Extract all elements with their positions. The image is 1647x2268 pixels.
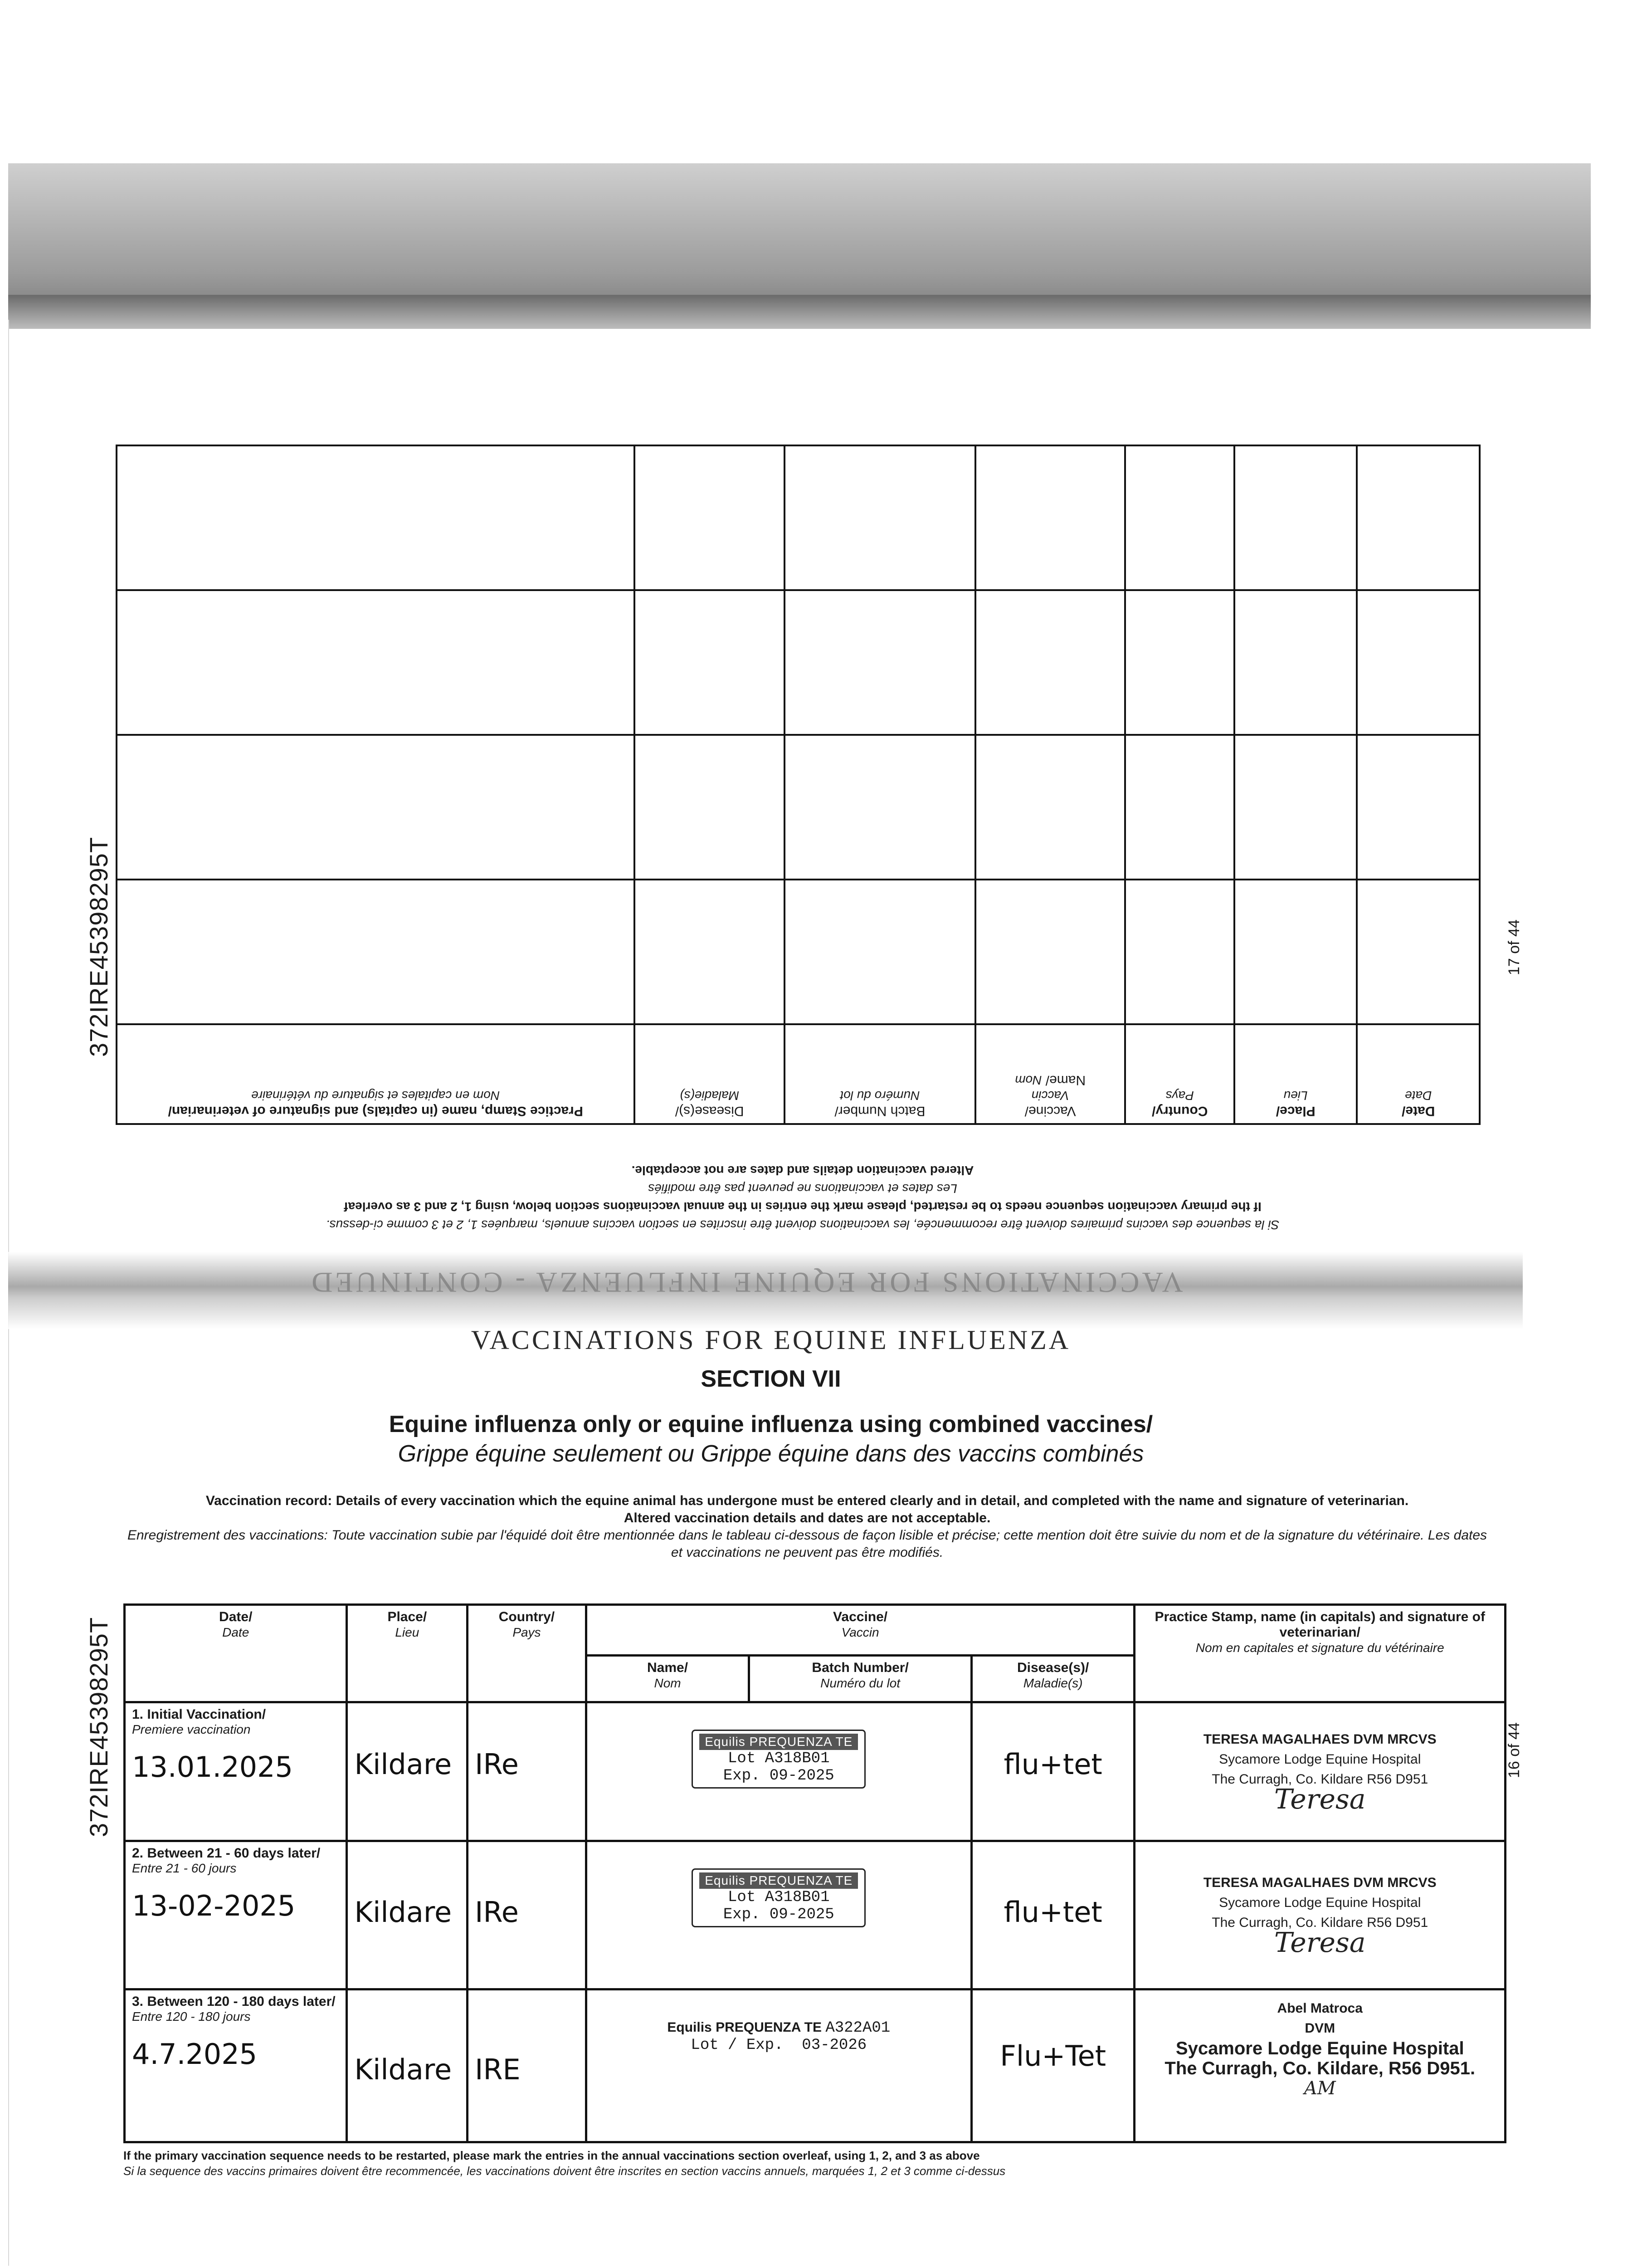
row-3-country: IRE: [475, 2053, 521, 2086]
footer-en: If the primary vaccination sequence needs to be restarted, please mark the entries in the annual vaccinations section overleaf, using 1, 2, and 3 as above: [123, 2149, 980, 2162]
row-1-country-cell: [468, 1702, 586, 1841]
page-number-upper: 17 of 44: [1506, 919, 1523, 975]
row-2-lot: A318B01: [765, 1888, 830, 1906]
vaccination-row-1: [125, 1702, 1506, 1841]
row-3-place-cell: [347, 1989, 468, 2142]
row-2-place-cell: [347, 1841, 468, 1989]
row-1-place-cell: [347, 1702, 468, 1841]
header-country: Country/ Pays: [468, 1605, 586, 1702]
vaccination-table: [123, 1603, 1506, 2143]
header-vaccine: Vaccine/ Vaccin: [586, 1605, 1135, 1656]
record-notice-en-2: Altered vaccination details and dates are not acceptable.: [624, 1510, 991, 1525]
row-1-date-cell: 1. Initial Vaccination/ Premiere vaccination 13.01.2025: [125, 1702, 347, 1841]
upper-header-batch: Batch Number/ Numéro du lot: [785, 1024, 975, 1124]
row-1-vaccine-label: [586, 1702, 971, 1841]
row-1-exp: 09-2025: [769, 1767, 834, 1784]
row-2-vaccine-label: [586, 1841, 971, 1989]
upper-header-date: Date/ Date: [1357, 1024, 1480, 1124]
row-2-country-cell: [468, 1841, 586, 1989]
row-2-disease: flu+tet: [1004, 1895, 1102, 1929]
upper-header-name: Vaccine/ Vaccin Name/ Nom: [975, 1024, 1126, 1124]
upper-header-place: Place/ Lieu: [1234, 1024, 1357, 1124]
page-title: VACCINATIONS FOR EQUINE INFLUENZA: [471, 1325, 1071, 1355]
row-3-practice-stamp: Abel Matroca DVM Sycamore Lodge Equine Hospital The Curragh, Co. Kildare, R56 D951. AM: [1135, 1989, 1506, 2142]
footer-fr: Si la sequence des vaccins primaires doivent être recommencée, les vaccinations doivent être inscrites en section vaccins annuels, marquées 1, 2 et 3 comme ci-dessus: [123, 2164, 1006, 2178]
section-heading: SECTION VII: [701, 1366, 841, 1392]
upper-restart-fr: Si la sequence des vaccins primaires doivent être recommencée, les vaccinations doivent être inscrites en section vaccins annuels, marquées 1, 2 et 3 comme ci-dessus.: [326, 1218, 1280, 1232]
row-3-batch-sticker: Equilis PREQUENZA TE A322A01 Lot / Exp. 03-2026: [661, 2017, 897, 2057]
header-practice-stamp: Practice Stamp, name (in capitals) and signature of veterinarian/ Nom en capitales et signature du vétérinaire: [1135, 1605, 1506, 1702]
row-2-place: Kildare: [354, 1895, 452, 1929]
footer-notes: [123, 2148, 1506, 2179]
row-3-disease: Flu+Tet: [1000, 2039, 1106, 2072]
upper-altered-en: Altered vaccination details and dates are not acceptable.: [631, 1163, 974, 1178]
row-2-practice-stamp: TERESA MAGALHAES DVM MRCVS Sycamore Lodge Equine Hospital The Curragh, Co. Kildare R56 D951 Teresa: [1135, 1841, 1506, 1989]
upper-header-country: Country/ Pays: [1125, 1024, 1234, 1124]
record-notice-en: Vaccination record: Details of every vaccination which the equine animal has undergone must be entered clearly and in detail, and completed with the name and signature of veterinarian.: [205, 1493, 1409, 1508]
row-2-date-cell: 2. Between 21 - 60 days later/ Entre 21 - 60 jours 13-02-2025: [125, 1841, 347, 1989]
row-3-signature: AM: [1304, 2077, 1336, 2099]
row-2-exp: 09-2025: [769, 1906, 834, 1923]
row-1-disease-cell: [971, 1702, 1135, 1841]
row-3-vaccine-brand: Equilis PREQUENZA TE: [667, 2019, 822, 2035]
vaccination-record-notice: [122, 1492, 1492, 1561]
row-3-lot: A322A01: [825, 2019, 891, 2037]
header-batch-number: Batch Number/ Numéro du lot: [749, 1656, 971, 1702]
upper-header-stamp: Practice Stamp, name (in capitals) and signature of veterinarian/ Nom en capitales et signature du vétérinaire: [117, 1024, 634, 1124]
header-place: Place/ Lieu: [347, 1605, 468, 1702]
row-3-disease-cell: [971, 1989, 1135, 2142]
header-vaccine-name: Name/ Nom: [586, 1656, 749, 1702]
row-3-country-cell: [468, 1989, 586, 2142]
row-1-batch-sticker: Equilis PREQUENZA TE Lot A318B01 Exp. 09-2025: [692, 1730, 866, 1789]
subtitle-en: Equine influenza only or equine influenza using combined vaccines/: [389, 1411, 1153, 1437]
vaccination-row-2: [125, 1841, 1506, 1989]
row-2-vaccine-brand: Equilis PREQUENZA TE: [699, 1872, 858, 1889]
upper-notes: [190, 1161, 1415, 1234]
row-2-signature: Teresa: [1274, 1926, 1366, 1959]
row-1-date: 13.01.2025: [132, 1750, 293, 1784]
row-1-place: Kildare: [354, 1747, 452, 1781]
header-diseases: Disease(s)/ Maladie(s): [971, 1656, 1135, 1702]
upper-restart-en: If the primary vaccination sequence needs to be restarted, please mark the entries in the annual vaccinations section below, using 1, 2 and 3 as overleaf: [344, 1200, 1262, 1214]
upper-vaccination-table: [116, 445, 1481, 1125]
subtitle-fr: Grippe équine seulement ou Grippe équine dans des vaccins combinés: [398, 1441, 1144, 1467]
row-1-lot: A318B01: [765, 1750, 830, 1767]
upper-altered-fr: Les dates et vaccinations ne peuvent pas être modifiés: [648, 1182, 957, 1196]
row-2-batch-sticker: Equilis PREQUENZA TE Lot A318B01 Exp. 09-2025: [692, 1868, 866, 1927]
row-3-place: Kildare: [354, 2053, 452, 2086]
page-number-lower: 16 of 44: [1506, 1722, 1523, 1778]
row-2-country: IRe: [475, 1895, 519, 1929]
upper-header-disease: Disease(s)/ Maladie(s): [634, 1024, 785, 1124]
row-3-exp: 03-2026: [802, 2036, 867, 2054]
passport-id-lower: 372IRE45398295T: [84, 1617, 113, 1837]
fold-ghost-title: VACCINATIONS FOR EQUINE INFLUENZA - CONTINUED: [309, 1266, 1183, 1299]
record-notice-fr: Enregistrement des vaccinations: Toute vaccination subie par l'équidé doit être mentionnée dans le tableau ci-dessous de façon lisible et précise; cette mention doit être suivie du nom et de la signature du vétérinaire. Les dates et vaccinations ne peuvent pas être modifiés.: [127, 1528, 1487, 1560]
row-1-practice-stamp: TERESA MAGALHAES DVM MRCVS Sycamore Lodge Equine Hospital The Curragh, Co. Kildare R56 D951 Teresa: [1135, 1702, 1506, 1841]
row-1-country: IRe: [475, 1747, 519, 1781]
vaccination-row-3: [125, 1989, 1506, 2142]
row-1-vaccine-brand: Equilis PREQUENZA TE: [699, 1734, 858, 1750]
row-2-date: 13-02-2025: [132, 1889, 296, 1922]
passport-id-upper: 372IRE45398295T: [84, 836, 113, 1057]
row-3-date-cell: 3. Between 120 - 180 days later/ Entre 120 - 180 jours 4.7.2025: [125, 1989, 347, 2142]
header-date: Date/ Date: [125, 1605, 347, 1702]
row-1-signature: Teresa: [1274, 1783, 1366, 1815]
row-3-date: 4.7.2025: [132, 2037, 258, 2071]
row-1-disease: flu+tet: [1004, 1747, 1102, 1781]
row-2-disease-cell: [971, 1841, 1135, 1989]
row-3-vaccine-label: [586, 1989, 971, 2142]
